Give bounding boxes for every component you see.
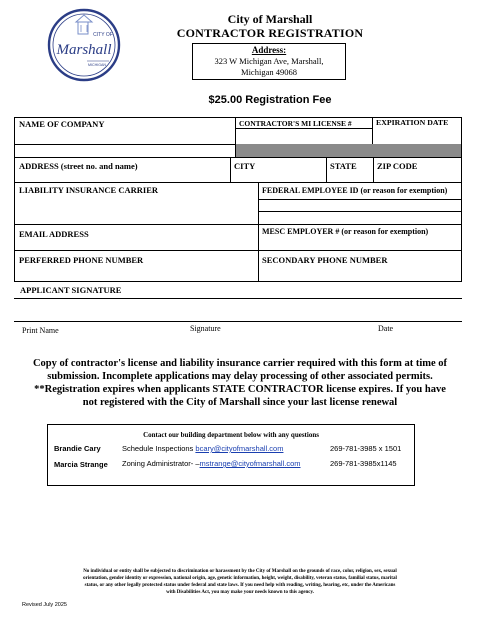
- city-label: CITY: [234, 161, 256, 171]
- email-link[interactable]: bcary@cityofmarshall.com: [195, 444, 284, 453]
- svg-text:CITY OF: CITY OF: [93, 32, 113, 38]
- city-name: City of Marshall: [227, 12, 313, 26]
- contact-role: Zoning Administrator- –mstrange@cityofmarshall.com: [122, 459, 301, 468]
- contact-box: [47, 424, 415, 486]
- company-label: NAME OF COMPANY: [19, 119, 105, 129]
- notice-line2: submission. Incomplete applications may delay processing of other associated permits.: [47, 371, 433, 382]
- expiration-input[interactable]: [373, 129, 460, 143]
- zip-label: ZIP CODE: [377, 161, 418, 171]
- notice-line1: Copy of contractor's license and liability insurance carrier required with this form at time of: [32, 358, 448, 369]
- company-input[interactable]: [15, 128, 234, 143]
- print-name-caption: Print Name: [22, 326, 59, 335]
- phone2-label: SECONDARY PHONE NUMBER: [262, 255, 388, 265]
- contact-heading: Contact our building department below with any questions: [143, 431, 319, 439]
- contact-phone: 269-781-3985x1145: [330, 459, 397, 468]
- svg-text:Marshall: Marshall: [56, 42, 112, 58]
- signature-heading: APPLICANT SIGNATURE: [20, 285, 122, 295]
- address-field-label: ADDRESS (street no. and name): [19, 161, 138, 171]
- form-title: CONTRACTOR REGISTRATION: [176, 26, 364, 40]
- mesc-label: MESC EMPLOYER # (or reason for exemption): [262, 227, 429, 236]
- address-label: Address:: [251, 45, 287, 55]
- state-label: STATE: [330, 161, 357, 171]
- address-line1: 323 W Michigan Ave, Marshall,: [214, 56, 324, 66]
- phone-label: PERFERRED PHONE NUMBER: [19, 255, 144, 265]
- nondiscrimination-disclaimer: No individual or entity shall be subjected to discrimination or harassment by the City of Marshall on the grounds of race, color, religion, sex, sexual orientation, gender identity or expression, national origin, age, genetic information, height, weight, disability, veteran status, familial status, marital status, or any other legally protected status under federal and state laws. If you need help with reading, writing, hearing, etc, under the Americans with Disabilities Act, you may make your needs known to this agency.: [83, 569, 397, 595]
- insurance-label: LIABILITY INSURANCE CARRIER: [19, 185, 159, 195]
- notice-line3: **Registration expires when applicants STATE CONTRACTOR license expires. If you have: [34, 384, 446, 395]
- contact-phone: 269-781-3985 x 1501: [330, 444, 402, 453]
- email-label: EMAIL ADDRESS: [19, 229, 89, 239]
- expiration-label: EXPIRATION DATE: [376, 118, 449, 127]
- revision-date: Revised July 2025: [22, 602, 67, 608]
- signature-input[interactable]: [15, 300, 461, 320]
- date-caption: Date: [378, 324, 394, 333]
- submission-notice: [12, 357, 468, 409]
- contact-name: Brandie Cary: [54, 444, 101, 453]
- email-link[interactable]: mstrange@cityofmarshall.com: [199, 459, 301, 468]
- shaded-cell: [236, 144, 461, 157]
- contact-name: Marcia Strange: [54, 460, 108, 469]
- notice-line4: not registered with the City of Marshall since your last license renewal: [82, 397, 398, 408]
- address-line2: Michigan 49068: [241, 67, 297, 77]
- registration-fee: $25.00 Registration Fee: [208, 94, 332, 106]
- license-label: CONTRACTOR'S MI LICENSE #: [239, 119, 352, 128]
- city-logo: [47, 8, 121, 82]
- signature-caption: Signature: [190, 324, 221, 333]
- contact-role: Schedule Inspections bcary@cityofmarshall.com: [122, 444, 284, 453]
- city-seal-icon: [47, 8, 121, 82]
- address-box: [192, 43, 346, 80]
- svg-text:MICHIGAN: MICHIGAN: [88, 63, 106, 67]
- license-input[interactable]: [236, 129, 371, 143]
- fein-label: FEDERAL EMPLOYEE ID (or reason for exemption): [262, 186, 448, 195]
